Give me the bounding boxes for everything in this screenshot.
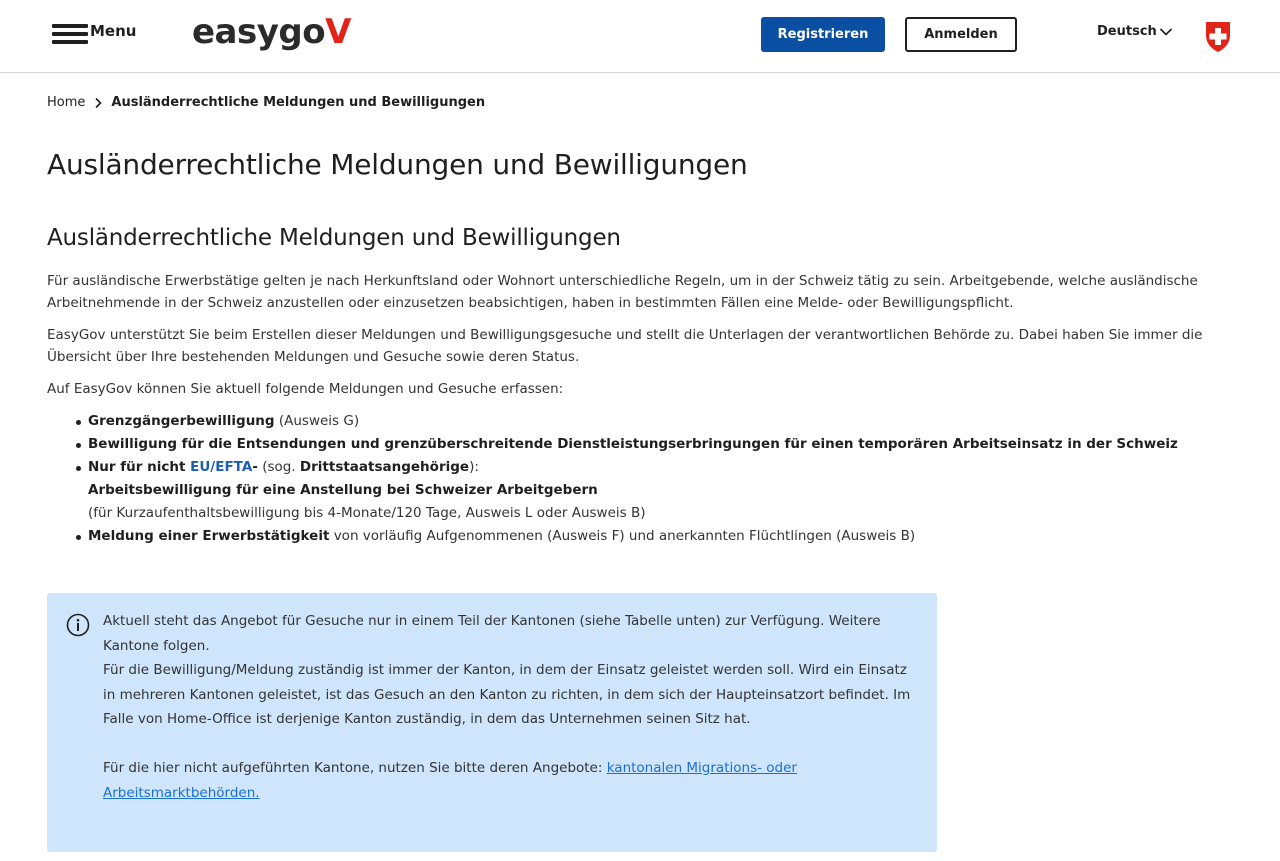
item-title: Grenzgängerbewilligung	[88, 413, 275, 429]
header	[0, 0, 1280, 73]
item-dash: -	[252, 459, 258, 475]
chevron-down-icon	[1159, 27, 1173, 37]
register-button[interactable]: Registrieren	[761, 17, 885, 52]
section-title: Ausländerrechtliche Meldungen und Bewilligungen	[47, 225, 621, 251]
login-button[interactable]: Anmelden	[905, 17, 1017, 52]
swiss-cross-icon	[1204, 21, 1232, 53]
language-label: Deutsch	[1097, 24, 1157, 39]
item-note: (sog.	[257, 459, 300, 475]
breadcrumb	[47, 95, 485, 110]
menu-label: Menu	[90, 22, 137, 40]
list-intro: Auf EasyGov können Sie aktuell folgende Meldungen und Gesuche erfassen:	[47, 381, 564, 397]
breadcrumb-home[interactable]: Home	[47, 95, 86, 110]
cantonal-authorities-link[interactable]: kantonalen Migrations- oder Arbeitsmarktbehörden.	[103, 760, 797, 801]
item-note-end: ):	[469, 459, 479, 475]
logo-accent: V	[325, 12, 351, 52]
easygov-logo[interactable]	[192, 12, 351, 52]
info-other-cantons	[103, 756, 923, 805]
info-box	[47, 593, 937, 852]
item-title: Meldung einer Erwerbstätigkeit	[88, 528, 330, 544]
list-item	[47, 456, 1227, 525]
item-term: Drittstaatsangehörige	[299, 459, 470, 475]
item-subtitle: Arbeitsbewilligung für eine Anstellung bei Schweizer Arbeitgebern	[88, 482, 598, 498]
info-text	[103, 609, 923, 805]
list-item	[47, 525, 1227, 548]
info-other-text: Für die hier nicht aufgeführten Kantone, nutzen Sie bitte deren Angebote:	[103, 760, 607, 776]
section-content	[47, 270, 1227, 548]
list-item	[47, 433, 1227, 456]
item-note: (Ausweis G)	[274, 413, 360, 429]
language-selector[interactable]	[1097, 24, 1173, 39]
item-note: von vorläufig Aufgenommenen (Ausweis F) und anerkannten Flüchtlingen (Ausweis B)	[329, 528, 916, 544]
intro-paragraph: Für ausländische Erwerbstätige gelten je nach Herkunftsland oder Wohnort unterschiedliche Regeln, um in der Schweiz tätig zu sein. Arbeitgebende, welche ausländische Arbeitnehmende in der Schweiz anzustellen oder einzusetzen beabsichtigen, haben in bestimmten Fällen eine Melde- oder Bewilligungspflicht.	[47, 273, 1198, 311]
info-icon	[66, 613, 90, 637]
page-title: Ausländerrechtliche Meldungen und Bewilligungen	[47, 148, 748, 181]
eu-efta-link[interactable]: EU/EFTA	[190, 459, 253, 475]
list-item	[47, 410, 1227, 433]
hamburger-icon	[52, 22, 88, 46]
item-title: Bewilligung für die Entsendungen und grenzüberschreitende Dienstleistungserbringungen für einen temporären Arbeitseinsatz in der Schweiz	[88, 436, 1178, 452]
breadcrumb-current: Ausländerrechtliche Meldungen und Bewilligungen	[111, 95, 486, 110]
offer-list	[47, 410, 1227, 548]
menu-button[interactable]	[52, 22, 136, 46]
chevron-right-icon	[94, 97, 102, 109]
item-title-prefix: Nur für nicht	[88, 459, 191, 475]
easygov-paragraph: EasyGov unterstützt Sie beim Erstellen dieser Meldungen und Bewilligungsgesuche und stellt die Unterlagen der verantwortlichen Behörde zu. Dabei haben Sie immer die Übersicht über Ihre bestehenden Meldungen und Gesuche sowie deren Status.	[47, 327, 1203, 365]
info-availability: Aktuell steht das Angebot für Gesuche nur in einem Teil der Kantonen (siehe Tabelle unten) zur Verfügung. Weitere Kantone folgen.	[103, 613, 881, 654]
logo-text: easygo	[192, 12, 326, 52]
item-detail: (für Kurzaufenthaltsbewilligung bis 4-Monate/120 Tage, Ausweis L oder Ausweis B)	[88, 505, 646, 521]
info-responsibility: Für die Bewilligung/Meldung zuständig ist immer der Kanton, in dem der Einsatz geleistet werden soll. Wird ein Einsatz in mehreren Kantonen geleistet, ist das Gesuch an den Kanton zu richten, in dem sich der Haupteinsatzort befindet. Im Falle von Home-Office ist derjenige Kanton zuständig, in dem das Unternehmen seinen Sitz hat.	[103, 662, 911, 727]
